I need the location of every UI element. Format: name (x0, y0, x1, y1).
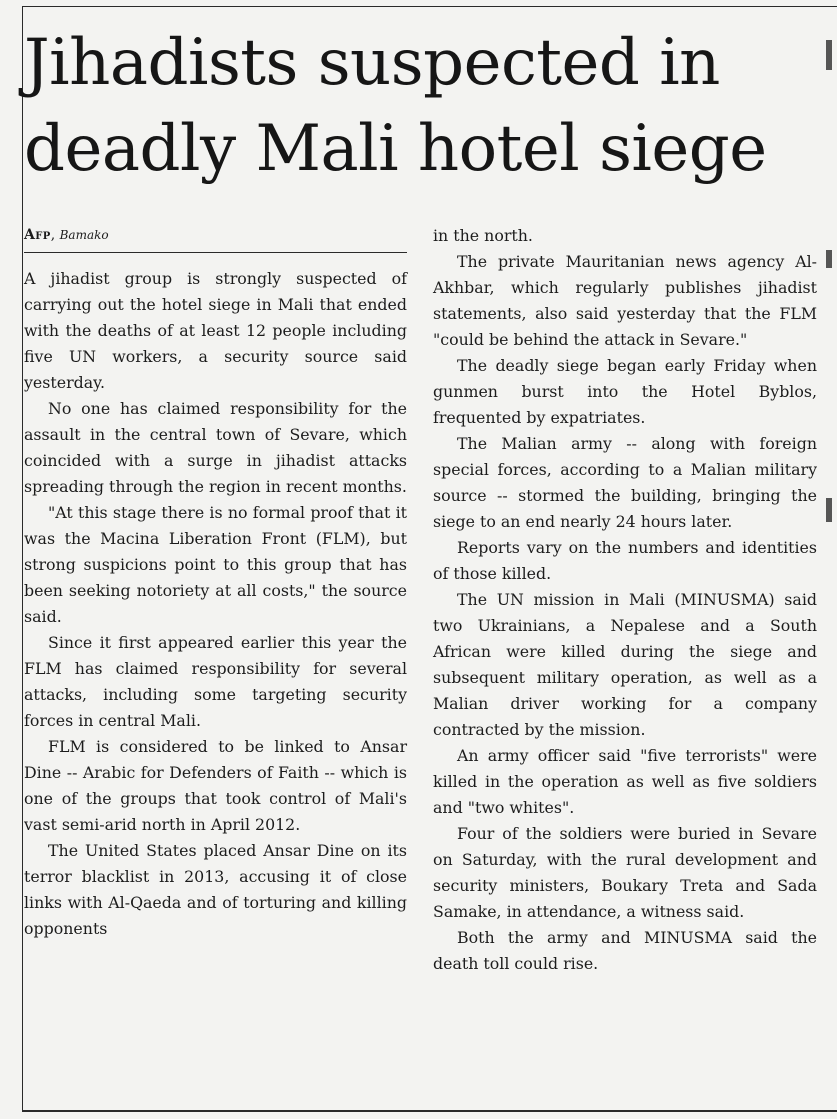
paragraph: An army officer said "five terrorists" were killed in the operation as well as five soldiers and "two whites". (433, 746, 817, 817)
paragraph: The Malian army -- along with foreign special forces, according to a Malian military source -- stormed the building, bringing the siege to an end nearly 24 hours later. (433, 434, 817, 531)
paragraph: Four of the soldiers were buried in Sevare on Saturday, with the rural development and security ministers, Boukary Treta and Sada Samake, in attendance, a witness said. (433, 824, 817, 921)
paragraph: A jihadist group is strongly suspected of carrying out the hotel siege in Mali that ended with the deaths of at least 12 people including five UN workers, a security source said yesterday. (24, 269, 407, 392)
article-headline (24, 20, 824, 192)
left-border-rule (22, 6, 23, 1110)
dateline-place: Bamako (59, 228, 109, 242)
byline-separator: , (50, 227, 60, 243)
byline-rule (24, 252, 407, 253)
paragraph: The UN mission in Mali (MINUSMA) said two Ukrainians, a Nepalese and a South African were killed during the siege and subsequent military operation, as well as a Malian driver working for a company contracted by the mission. (433, 590, 817, 739)
paragraph-continuation: in the north. (433, 226, 533, 245)
paragraph: The deadly siege began early Friday when gunmen burst into the Hotel Byblos, frequented by expatriates. (433, 356, 817, 427)
paragraph: The United States placed Ansar Dine on its terror blacklist in 2013, accusing it of close links with Al-Qaeda and of torturing and killing opponents (24, 841, 407, 938)
news-agency: Afp (24, 227, 51, 243)
paragraph: Since it first appeared earlier this year the FLM has claimed responsibility for several attacks, including some targeting security forces in central Mali. (24, 633, 407, 730)
paragraph: Reports vary on the numbers and identities of those killed. (433, 538, 817, 583)
paragraph: "At this stage there is no formal proof that it was the Macina Liberation Front (FLM), but strong suspicions point to this group that has been seeking notoriety at all costs," the source said. (24, 503, 407, 626)
paragraph: FLM is considered to be linked to Ansar Dine -- Arabic for Defenders of Faith -- which is one of the groups that took control of Mali's vast semi-arid north in April 2012. (24, 737, 407, 834)
right-edge-mark (826, 250, 832, 268)
right-edge-mark (826, 40, 832, 70)
bottom-border-rule (22, 1110, 837, 1112)
article-column-1 (24, 266, 407, 942)
right-edge-mark (826, 498, 832, 522)
top-border-rule (22, 6, 837, 7)
article-column-2 (433, 223, 817, 977)
headline-line-1: Jihadists suspected in (24, 26, 720, 100)
byline (24, 226, 109, 244)
paragraph: Both the army and MINUSMA said the death toll could rise. (433, 928, 817, 973)
paragraph: No one has claimed responsibility for the assault in the central town of Sevare, which coincided with a surge in jihadist attacks spreading through the region in recent months. (24, 399, 407, 496)
headline-line-2: deadly Mali hotel siege (24, 112, 767, 186)
paragraph: The private Mauritanian news agency Al-Akhbar, which regularly publishes jihadist statements, also said yesterday that the FLM "could be behind the attack in Sevare." (433, 252, 817, 349)
